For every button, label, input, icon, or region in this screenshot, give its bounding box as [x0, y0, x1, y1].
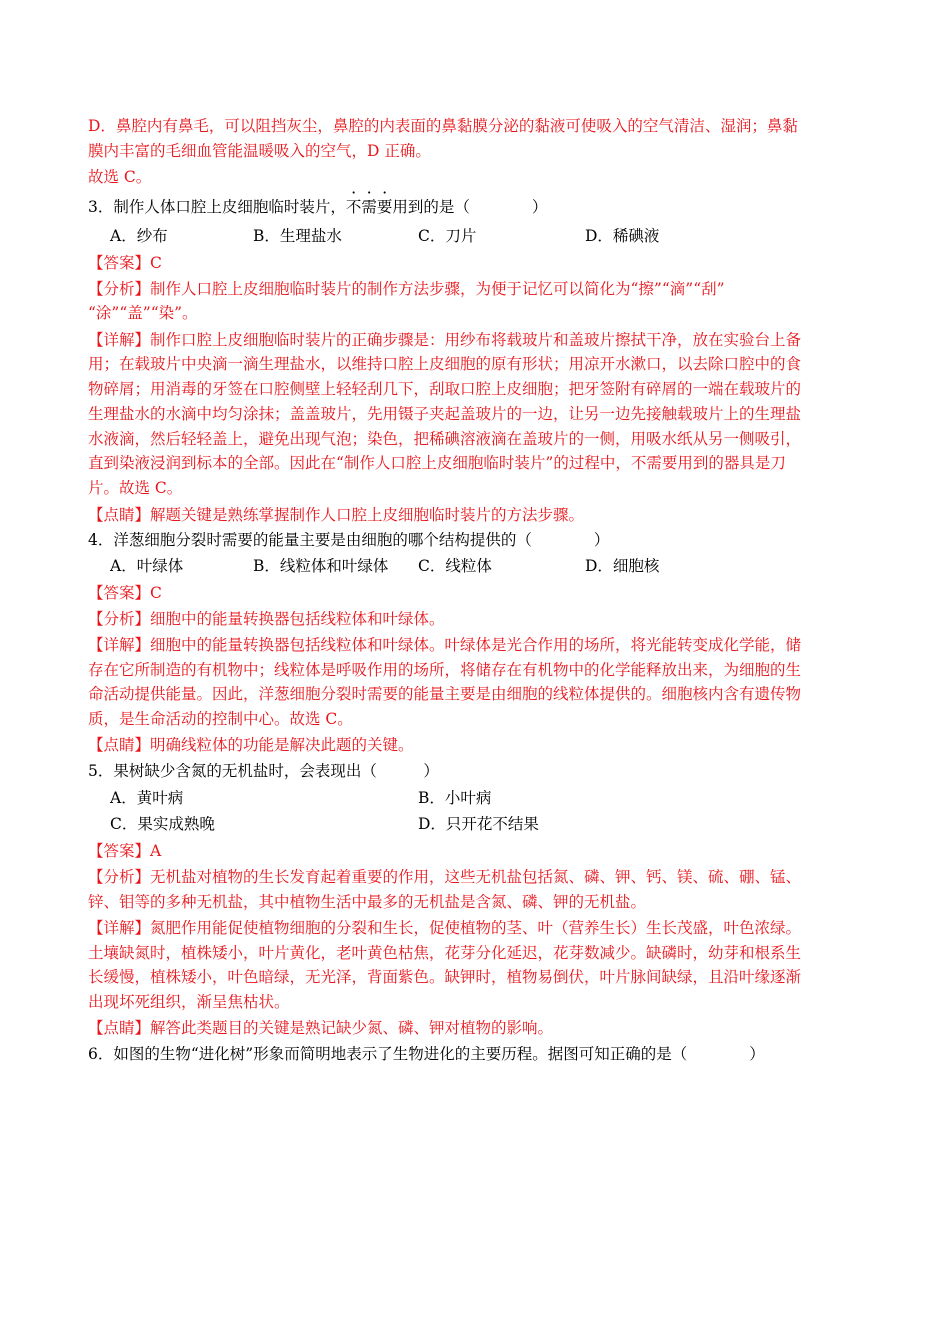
q5-analysis-line-2: 锌、钼等的多种无机盐，其中植物生活中最多的无机盐是含氮、磷、钾的无机盐。	[88, 893, 647, 911]
q3-detail-line-1: 【详解】制作口腔上皮细胞临时装片的正确步骤是：用纱布将载玻片和盖玻片擦拭干净，放在实验台上备	[88, 331, 802, 349]
q3-stem-emph-3: 要	[376, 198, 393, 216]
q3-stem-emph-1: 不	[345, 198, 362, 216]
prev-option-d-line-2: 膜内丰富的毛细血管能温暖吸入的空气，D 正确。	[88, 142, 431, 160]
q5-option-c: C．果实成熟晚	[110, 815, 215, 833]
q5-detail-line-1: 【详解】氮肥作用能促使植物细胞的分裂和生长，促使植物的茎、叶（营养生长）生长茂盛，叶色浓绿。	[88, 919, 802, 937]
q5-analysis-line-1: 【分析】无机盐对植物的生长发育起着重要的作用，这些无机盐包括氮、磷、钾、钙、镁、硫、硼、锰、	[88, 868, 802, 886]
q4-detail-line-4: 质，是生命活动的控制中心。故选 C。	[88, 710, 353, 728]
q4-option-d: D．细胞核	[585, 557, 660, 575]
q4-comment: 【点睛】明确线粒体的功能是解决此题的关键。	[88, 736, 414, 754]
q3-comment: 【点睛】解题关键是熟练掌握制作人口腔上皮细胞临时装片的方法步骤。	[88, 506, 585, 524]
q3-answer: 【答案】C	[88, 254, 162, 272]
q5-detail-line-2: 土壤缺氮时，植株矮小，叶片黄化，老叶黄色枯焦，花芽分化延迟，花芽数减少。缺磷时，幼芽和根系生	[88, 944, 802, 962]
prev-conclusion: 故选 C。	[88, 168, 152, 186]
q3-option-d: D．稀碘液	[585, 227, 660, 245]
q3-detail-line-5: 水液滴，然后轻轻盖上，避免出现气泡；染色，把稀碘溶液滴在盖玻片的一侧，用吸水纸从另一侧吸引，	[88, 430, 802, 448]
q3-option-b: B．生理盐水	[253, 227, 342, 245]
q5-option-a: A．黄叶病	[110, 789, 184, 807]
q4-analysis: 【分析】细胞中的能量转换器包括线粒体和叶绿体。	[88, 610, 445, 628]
q5-stem: 5．果树缺少含氮的无机盐时，会表现出（ ）	[88, 762, 439, 780]
q4-option-a: A．叶绿体	[110, 557, 184, 575]
q4-detail-line-1: 【详解】细胞中的能量转换器包括线粒体和叶绿体。叶绿体是光合作用的场所，将光能转变成化学能，储	[88, 636, 802, 654]
q3-option-c: C．刀片	[418, 227, 477, 245]
q3-detail-line-6: 直到染液浸润到标本的全部。因此在“制作人口腔上皮细胞临时装片”的过程中，不需要用到的器具是刀	[88, 454, 786, 472]
q4-detail-line-3: 命活动提供能量。因此，洋葱细胞分裂时需要的能量主要是由细胞的线粒体提供的。细胞核内含有遗传物	[88, 685, 802, 703]
q4-stem: 4．洋葱细胞分裂时需要的能量主要是由细胞的哪个结构提供的（ ）	[88, 531, 610, 549]
q4-option-b: B．线粒体和叶绿体	[253, 557, 389, 575]
q3-option-a: A．纱布	[110, 227, 168, 245]
q4-answer: 【答案】C	[88, 584, 162, 602]
prev-option-d-line-1: D．鼻腔内有鼻毛，可以阻挡灰尘，鼻腔的内表面的鼻黏膜分泌的黏液可使吸入的空气清洁、湿润；鼻黏	[88, 117, 798, 135]
q3-stem-pre: 3．制作人体口腔上皮细胞临时装片，	[88, 198, 346, 216]
q4-option-c: C．线粒体	[418, 557, 492, 575]
q5-detail-line-4: 出现坏死组织，渐呈焦枯状。	[88, 993, 290, 1011]
q5-detail-line-3: 长缓慢，植株矮小，叶色暗绿，无光泽，背面紫色。缺钾时，植物易倒伏，叶片脉间缺绿，且沿叶缘逐渐	[88, 968, 802, 986]
q5-option-b: B．小叶病	[418, 789, 492, 807]
q3-analysis-line-2: “涂”“盖”“染”。	[88, 304, 198, 322]
q3-detail-line-7: 片。故选 C。	[88, 479, 183, 497]
q4-detail-line-2: 存在它所制造的有机物中；线粒体是呼吸作用的场所，将储存在有机物中的化学能释放出来，为细胞的生	[88, 661, 802, 679]
q3-stem-emph-2: 需	[361, 198, 377, 216]
q3-stem	[88, 196, 547, 218]
q3-analysis-line-1: 【分析】制作人口腔上皮细胞临时装片的制作方法步骤，为便于记忆可以简化为“擦”“滴”“刮”	[88, 280, 725, 298]
q3-detail-line-4: 生理盐水的水滴中均匀涂抹；盖盖玻片，先用镊子夹起盖玻片的一边，让另一边先接触载玻片上的生理盐	[88, 405, 802, 423]
q3-detail-line-2: 用；在载玻片中央滴一滴生理盐水，以维持口腔上皮细胞的原有形状；用凉开水漱口，以去除口腔中的食	[88, 355, 802, 373]
q5-comment: 【点睛】解答此类题目的关键是熟记缺少氮、磷、钾对植物的影响。	[88, 1019, 554, 1037]
q6-stem: 6．如图的生物“进化树”形象而简明地表示了生物进化的主要历程。据图可知正确的是（ ）	[88, 1045, 765, 1063]
q3-detail-line-3: 物碎屑；用消毒的牙签在口腔侧壁上轻轻刮几下，刮取口腔上皮细胞；把牙签附有碎屑的一端在载玻片的	[88, 380, 802, 398]
q5-answer: 【答案】A	[88, 842, 162, 860]
q5-option-d: D．只开花不结果	[418, 815, 539, 833]
q3-stem-post: 用到的是（ ）	[392, 198, 548, 216]
